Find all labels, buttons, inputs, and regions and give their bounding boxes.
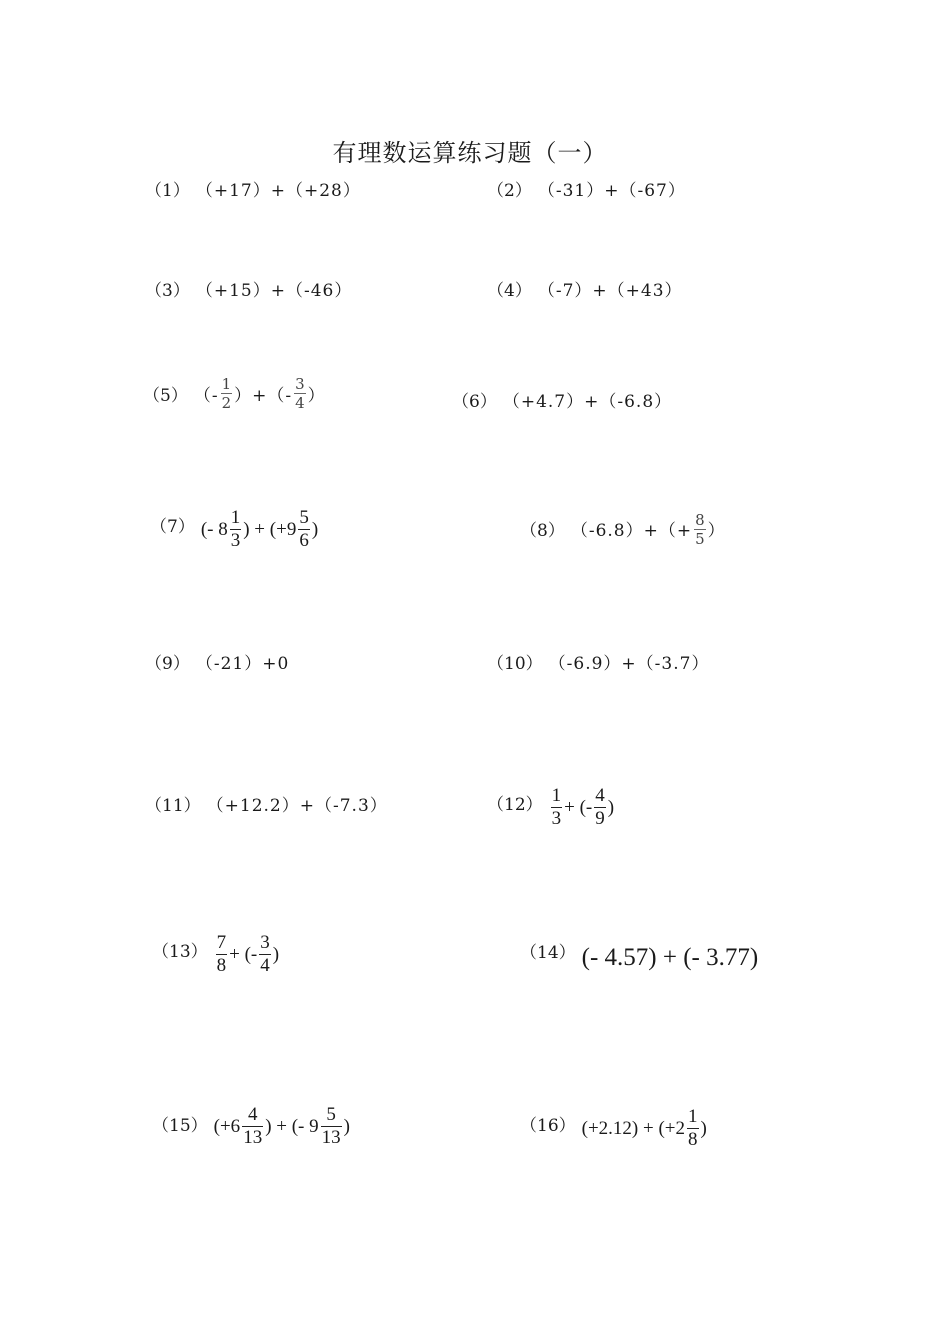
numerator: 3 — [295, 375, 305, 393]
problem-number: （5） — [143, 386, 188, 406]
expr-part: ) + (+9 — [243, 518, 297, 540]
problem-number: （12） — [487, 795, 543, 815]
problem-number: （7） — [150, 517, 195, 537]
problem-expression: （-6.9）+（-3.7） — [548, 654, 710, 674]
problem-expression: （+17）+（+28） — [195, 181, 361, 201]
denominator: 3 — [230, 530, 241, 551]
problem-7 — [150, 508, 318, 551]
expr-part: (+6 — [213, 1115, 241, 1137]
expr-part: ) — [700, 1117, 707, 1139]
denominator: 4 — [260, 955, 270, 976]
expr-part: ） — [307, 386, 326, 406]
expr-part: （- — [193, 386, 219, 406]
denominator: 9 — [595, 808, 605, 829]
problem-number: （13） — [152, 942, 208, 962]
numerator: 4 — [595, 785, 605, 806]
fraction — [242, 1105, 263, 1148]
numerator: 5 — [326, 1104, 336, 1125]
denominator: 13 — [321, 1127, 341, 1148]
problem-11 — [145, 791, 388, 816]
fraction — [216, 933, 228, 976]
problem-5 — [143, 376, 326, 411]
problem-9 — [145, 649, 289, 674]
problem-12 — [487, 786, 614, 829]
math-expression — [582, 938, 759, 972]
problem-expression: （+12.2）+（-7.3） — [206, 796, 388, 816]
expr-part: ） — [707, 521, 726, 541]
expr-part: ）+（- — [234, 386, 293, 406]
problem-3 — [145, 276, 352, 301]
numerator: 1 — [688, 1106, 698, 1127]
fraction — [594, 786, 606, 829]
fraction — [694, 512, 706, 547]
numerator: 4 — [247, 1104, 258, 1125]
problem-16 — [520, 1107, 707, 1150]
numerator: 5 — [299, 507, 309, 528]
problem-expression: （-7）+（+43） — [537, 281, 683, 301]
fraction — [687, 1107, 699, 1150]
problem-number: （11） — [145, 796, 201, 816]
problem-15 — [152, 1105, 350, 1148]
expr-part: (- 8 — [200, 518, 228, 540]
expr-part: ) — [343, 1115, 350, 1137]
problem-number: （10） — [487, 654, 543, 674]
problem-number: （2） — [487, 181, 532, 201]
problem-8 — [520, 512, 726, 547]
problem-number: （9） — [145, 654, 190, 674]
numerator: 3 — [260, 932, 270, 953]
expr-part: (+2.12) + (+2 — [581, 1117, 686, 1139]
expr-part: + (- — [564, 796, 593, 818]
math-expression — [201, 508, 318, 551]
numerator: 1 — [230, 507, 241, 528]
problem-number: （6） — [452, 392, 497, 412]
math-expression — [214, 1105, 350, 1148]
expr-part: ) + (- 9 — [265, 1115, 319, 1137]
problem-number: （15） — [152, 1116, 208, 1136]
page-title: 有理数运算练习题（一） — [332, 139, 608, 167]
numerator: 8 — [695, 511, 705, 529]
problem-number: （14） — [520, 943, 576, 963]
fraction — [321, 1105, 342, 1148]
problem-expression: (- 4.57) + (- 3.77) — [581, 944, 759, 971]
expr-part: ) — [607, 796, 615, 818]
expr-part: + (- — [229, 943, 258, 965]
problem-6 — [452, 387, 672, 412]
math-expression — [582, 1107, 707, 1150]
fraction — [551, 786, 563, 829]
denominator: 6 — [299, 530, 309, 551]
fraction — [294, 376, 306, 411]
problem-1 — [145, 176, 361, 201]
denominator: 5 — [695, 530, 705, 548]
fraction — [230, 508, 242, 551]
problem-expression: （-31）+（-67） — [537, 181, 686, 201]
math-expression — [214, 933, 279, 976]
expr-part: ) — [311, 518, 319, 540]
problem-expression: （+4.7）+（-6.8） — [502, 392, 673, 412]
denominator: 4 — [295, 394, 305, 412]
denominator: 13 — [243, 1127, 263, 1148]
problem-number: （16） — [520, 1116, 576, 1136]
expr-part: ) — [272, 943, 280, 965]
expr-part: （-6.8）+（+ — [570, 521, 693, 541]
problem-number: （1） — [145, 181, 190, 201]
problem-number: （4） — [487, 281, 532, 301]
problem-expression: （-21）+0 — [195, 654, 290, 674]
numerator: 1 — [221, 375, 232, 393]
denominator: 3 — [551, 808, 562, 829]
problem-4 — [487, 276, 683, 301]
problem-number: （8） — [520, 521, 565, 541]
problem-expression: （+15）+（-46） — [195, 281, 353, 301]
problem-14 — [520, 938, 758, 972]
numerator: 7 — [216, 932, 227, 953]
fraction — [259, 933, 271, 976]
problem-10 — [487, 649, 709, 674]
denominator: 2 — [221, 394, 232, 412]
problem-13 — [152, 933, 279, 976]
numerator: 1 — [551, 785, 562, 806]
problem-2 — [487, 176, 686, 201]
denominator: 8 — [216, 955, 227, 976]
math-expression — [549, 786, 614, 829]
fraction — [221, 376, 233, 411]
fraction — [298, 508, 310, 551]
problem-number: （3） — [145, 281, 190, 301]
denominator: 8 — [688, 1129, 698, 1150]
